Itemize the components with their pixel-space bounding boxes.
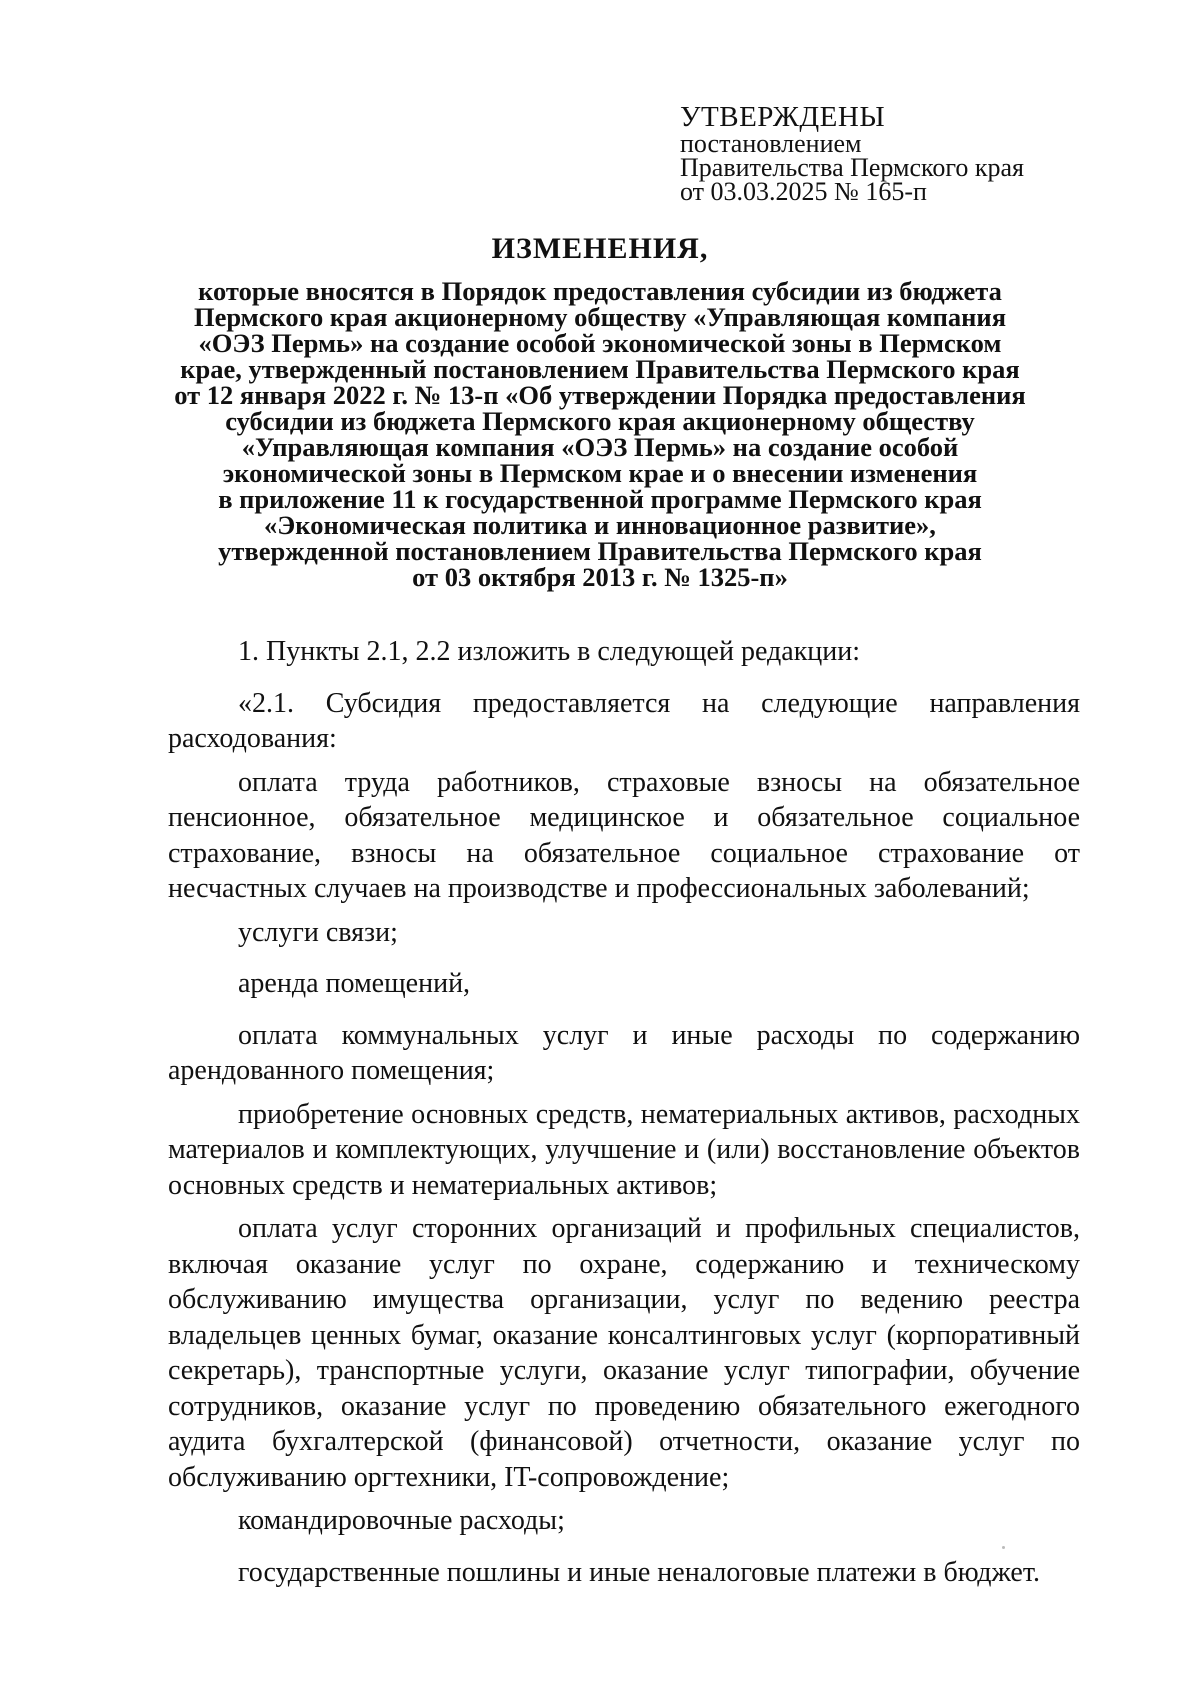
approval-line-date-number: от 03.03.2025 № 165-п [680,177,927,206]
scan-dot [1002,1546,1005,1549]
approval-stamp [680,102,1100,204]
document-heading [160,232,1040,590]
document-subtitle [160,278,1040,590]
subtitle-line: крае, утвержденный постановлением Правительства Пермского края [180,354,1020,384]
paragraph-communication: услуги связи; [238,916,398,948]
subtitle-line: в приложение 11 к государственной программе Пермского края [218,484,982,514]
subtitle-line: субсидии из бюджета Пермского края акционерному обществу [225,406,975,436]
paragraph-utilities: оплата коммунальных услуг и иные расходы по содержанию арендованного помещения; [168,1019,1080,1086]
subtitle-line: утвержденной постановлением Правительства Пермского края [218,536,982,566]
paragraph-fixed-assets: приобретение основных средств, нематериальных активов, расходных материалов и комплектующих, улучшение и (или) восстановление объектов основных средств и нематериальных активов; [168,1098,1080,1201]
subtitle-line: Пермского края акционерному обществу «Управляющая компания [193,302,1007,332]
document-body [168,634,1080,1606]
subtitle-line: «ОЭЗ Пермь» на создание особой экономической зоны в Пермском [198,328,1002,358]
subtitle-line: от 12 января 2022 г. № 13-п «Об утверждении Порядка предоставления [174,380,1026,410]
paragraph-state-fees: государственные пошлины и иные неналоговые платежи в бюджет. [238,1556,1040,1588]
subtitle-line: которые вносятся в Порядок предоставления субсидии из бюджета [198,276,1002,306]
document-title: ИЗМЕНЕНИЯ, [491,232,709,265]
approval-line-government: Правительства Пермского края [680,153,1024,182]
subtitle-line: «Экономическая политика и инновационное развитие», [264,510,936,540]
paragraph-subsidy-directions: «2.1. Субсидия предоставляется на следующие направления расходования: [168,687,1080,754]
subtitle-line: «Управляющая компания «ОЭЗ Пермь» на создание особой [241,432,959,462]
subtitle-line: от 03 октября 2013 г. № 1325-п» [412,562,788,592]
approval-title: УТВЕРЖДЕНЫ [680,101,886,133]
paragraph-third-party-services: оплата услуг сторонних организаций и профильных специалистов, включая оказание услуг по охране, содержанию и техническому обслуживанию имущества организации, услуг по ведению реестра владельцев ценных бумаг, оказание консалтинговых услуг (корпоративный секретарь), транспортные услуги, оказание услуг типографии, обучение сотрудников, оказание услуг по проведению обязательного ежегодного аудита бухгалтерской (финансовой) отчетности, оказание услуг по обслуживанию оргтехники, IT-сопровождение; [168,1213,1080,1493]
approval-line-decree: постановлением [680,129,862,158]
subtitle-line: экономической зоны в Пермском крае и о внесении изменения [222,458,978,488]
paragraph-travel: командировочные расходы; [238,1505,565,1536]
paragraph-labor-costs: оплата труда работников, страховые взносы на обязательное пенсионное, обязательное медицинское и обязательное социальное страхование, взносы на обязательное социальное страхование от несчастных случаев на производстве и профессиональных заболеваний; [168,766,1080,904]
paragraph-rent: аренда помещений, [238,968,471,999]
paragraph-item-1: 1. Пункты 2.1, 2.2 изложить в следующей редакции: [238,636,861,667]
